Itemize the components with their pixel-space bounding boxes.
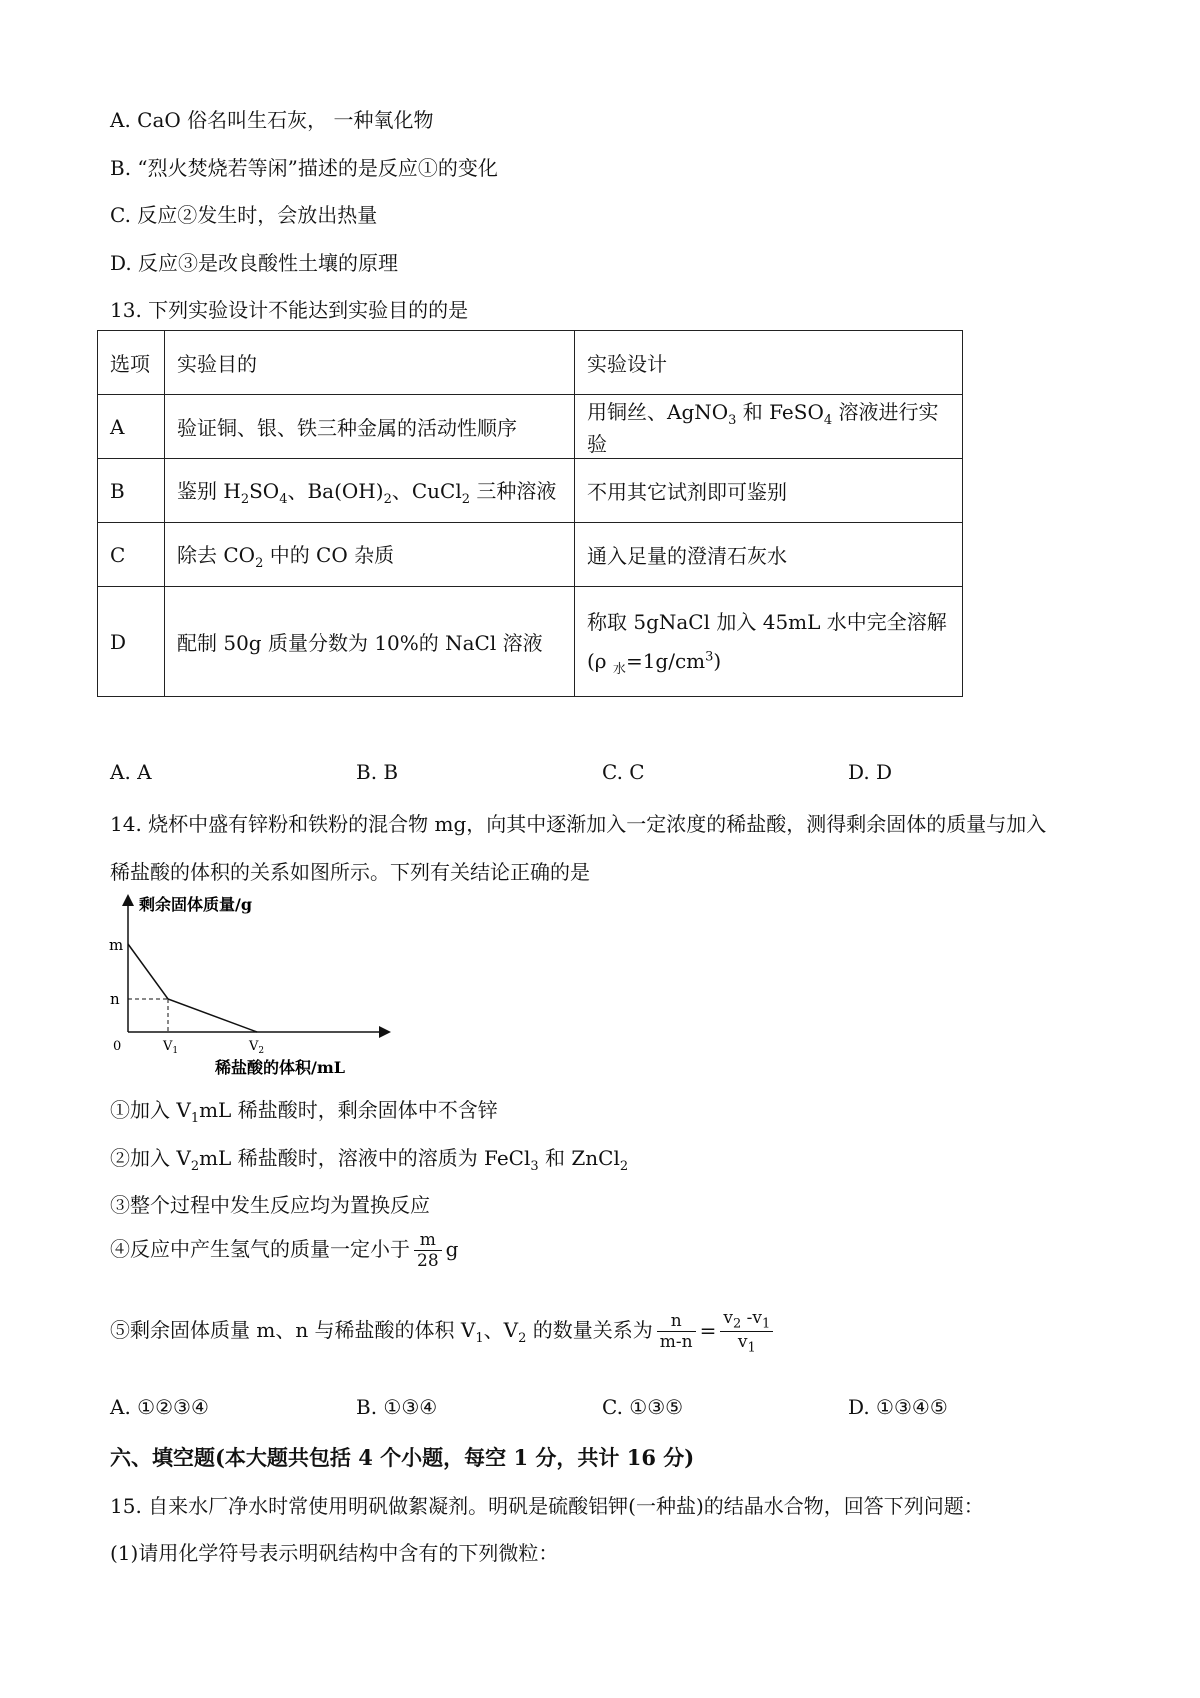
tick-m: m	[109, 936, 124, 954]
q14-choice-d: D. ①③④⑤	[848, 1395, 948, 1419]
header-option: 选项	[98, 331, 165, 395]
s4-denominator: 28	[417, 1251, 439, 1271]
s5-right-fraction	[720, 1308, 773, 1356]
q12-option-b: B. “烈火焚烧若等闲”描述的是反应①的变化	[110, 156, 498, 180]
q15-stem: 15. 自来水厂净水时常使用明矾做絮凝剂。明矾是硫酸铝钾(一种盐)的结晶水合物，回答下列问题：	[110, 1494, 984, 1518]
s5-left-num: n	[657, 1311, 696, 1332]
tick-n: n	[110, 990, 120, 1008]
row-purpose: 验证铜、银、铁三种金属的活动性顺序	[165, 395, 575, 459]
row-design-line1: 称取 5gNaCl 加入 45mL 水中完全溶解	[587, 610, 947, 634]
q13-stem: 13. 下列实验设计不能达到实验目的的是	[110, 298, 469, 322]
header-purpose: 实验目的	[165, 331, 575, 395]
mass-curve	[128, 944, 257, 1032]
row-purpose: 配制 50g 质量分数为 10%的 NaCl 溶液	[165, 587, 575, 697]
s5-left-fraction	[657, 1311, 696, 1352]
table-row	[98, 587, 963, 697]
q15-sub1: (1)请用化学符号表示明矾结构中含有的下列微粒：	[110, 1541, 559, 1565]
row-purpose: 鉴别 $H_2SO_4$、$Ba(OH)_2$、CuCl$_2$ 三种溶液	[165, 459, 575, 523]
table-header-row	[98, 331, 963, 395]
q14-statement-5	[110, 1308, 777, 1356]
header-design: 实验设计	[575, 331, 963, 395]
s4-suffix: g	[445, 1237, 459, 1261]
q14-statement-3: ③整个过程中发生反应均为置换反应	[110, 1193, 430, 1217]
origin-label: 0	[113, 1039, 122, 1054]
row-design-line2: (ρ $_水=1g/cm^3$)	[587, 649, 722, 677]
q14-choice-b: B. ①③④	[356, 1395, 438, 1419]
q14-choice-c: C. ①③⑤	[602, 1395, 684, 1419]
tick-v1: $V_1$	[163, 1039, 179, 1056]
q14-stem-line2: 稀盐酸的体积的关系如图所示。下列有关结论正确的是	[110, 860, 590, 884]
s4-prefix: ④反应中产生氢气的质量一定小于	[110, 1237, 410, 1261]
s5-right-num: $v_2$ $-v_1$	[720, 1308, 773, 1332]
q14-stem-line1: 14. 烧杯中盛有锌粉和铁粉的混合物 mg，向其中逐渐加入一定浓度的稀盐酸，测得剩余固体的质量与加入	[110, 812, 1047, 836]
q14-statement-4	[110, 1230, 458, 1271]
tick-v2: $V_2$	[249, 1039, 265, 1056]
q13-choice-d: D. D	[848, 760, 893, 784]
q13-choice-b: B. B	[356, 760, 399, 784]
s5-equals: =	[699, 1318, 717, 1343]
row-design: 用铜丝、AgNO$_3$ 和 FeSO$_4$ 溶液进行实验	[575, 395, 963, 459]
q12-option-a: A. CaO 俗名叫生石灰， 一种氧化物	[110, 108, 434, 132]
q14-statement-1: ①加入 $V_1mL$ 稀盐酸时，剩余固体中不含锌	[110, 1098, 498, 1126]
q12-option-c: C. 反应②发生时，会放出热量	[110, 203, 378, 227]
q12-option-d: D. 反应③是改良酸性土壤的原理	[110, 251, 399, 275]
row-option: D	[98, 587, 165, 697]
s4-fraction	[414, 1230, 442, 1271]
q13-choice-c: C. C	[602, 760, 645, 784]
s4-numerator: m	[414, 1230, 442, 1251]
table-row	[98, 459, 963, 523]
y-axis-label: 剩余固体质量/g	[139, 895, 253, 914]
row-design: 不用其它试剂即可鉴别	[575, 459, 963, 523]
q13-choice-a: A. A	[110, 760, 152, 784]
row-option: A	[98, 395, 165, 459]
row-option: B	[98, 459, 165, 523]
q13-table	[97, 330, 963, 697]
row-option: C	[98, 523, 165, 587]
q14-graph	[95, 892, 435, 1082]
s5-right-den: $v_1$	[737, 1332, 756, 1356]
q14-choice-a: A. ①②③④	[110, 1395, 209, 1419]
row-design	[575, 587, 963, 697]
row-purpose: 除去 $CO_2$ 中的 CO 杂质	[165, 523, 575, 587]
row-design: 通入足量的澄清石灰水	[575, 523, 963, 587]
q14-statement-2: ②加入 $V_2mL$ 稀盐酸时，溶液中的溶质为 FeCl$_3$ 和 ZnCl$_2$	[110, 1146, 629, 1174]
table-row	[98, 523, 963, 587]
s5-prefix: ⑤剩余固体质量 m、n 与稀盐酸的体积 $V_1$、$V_2$ 的数量关系为	[110, 1318, 653, 1347]
x-axis-label: 稀盐酸的体积/mL	[215, 1058, 346, 1077]
s5-left-den: m-n	[659, 1332, 693, 1353]
section-6-title: 六、填空题(本大题共包括 4 个小题，每空 1 分，共计 16 分)	[110, 1445, 695, 1470]
table-row	[98, 395, 963, 459]
